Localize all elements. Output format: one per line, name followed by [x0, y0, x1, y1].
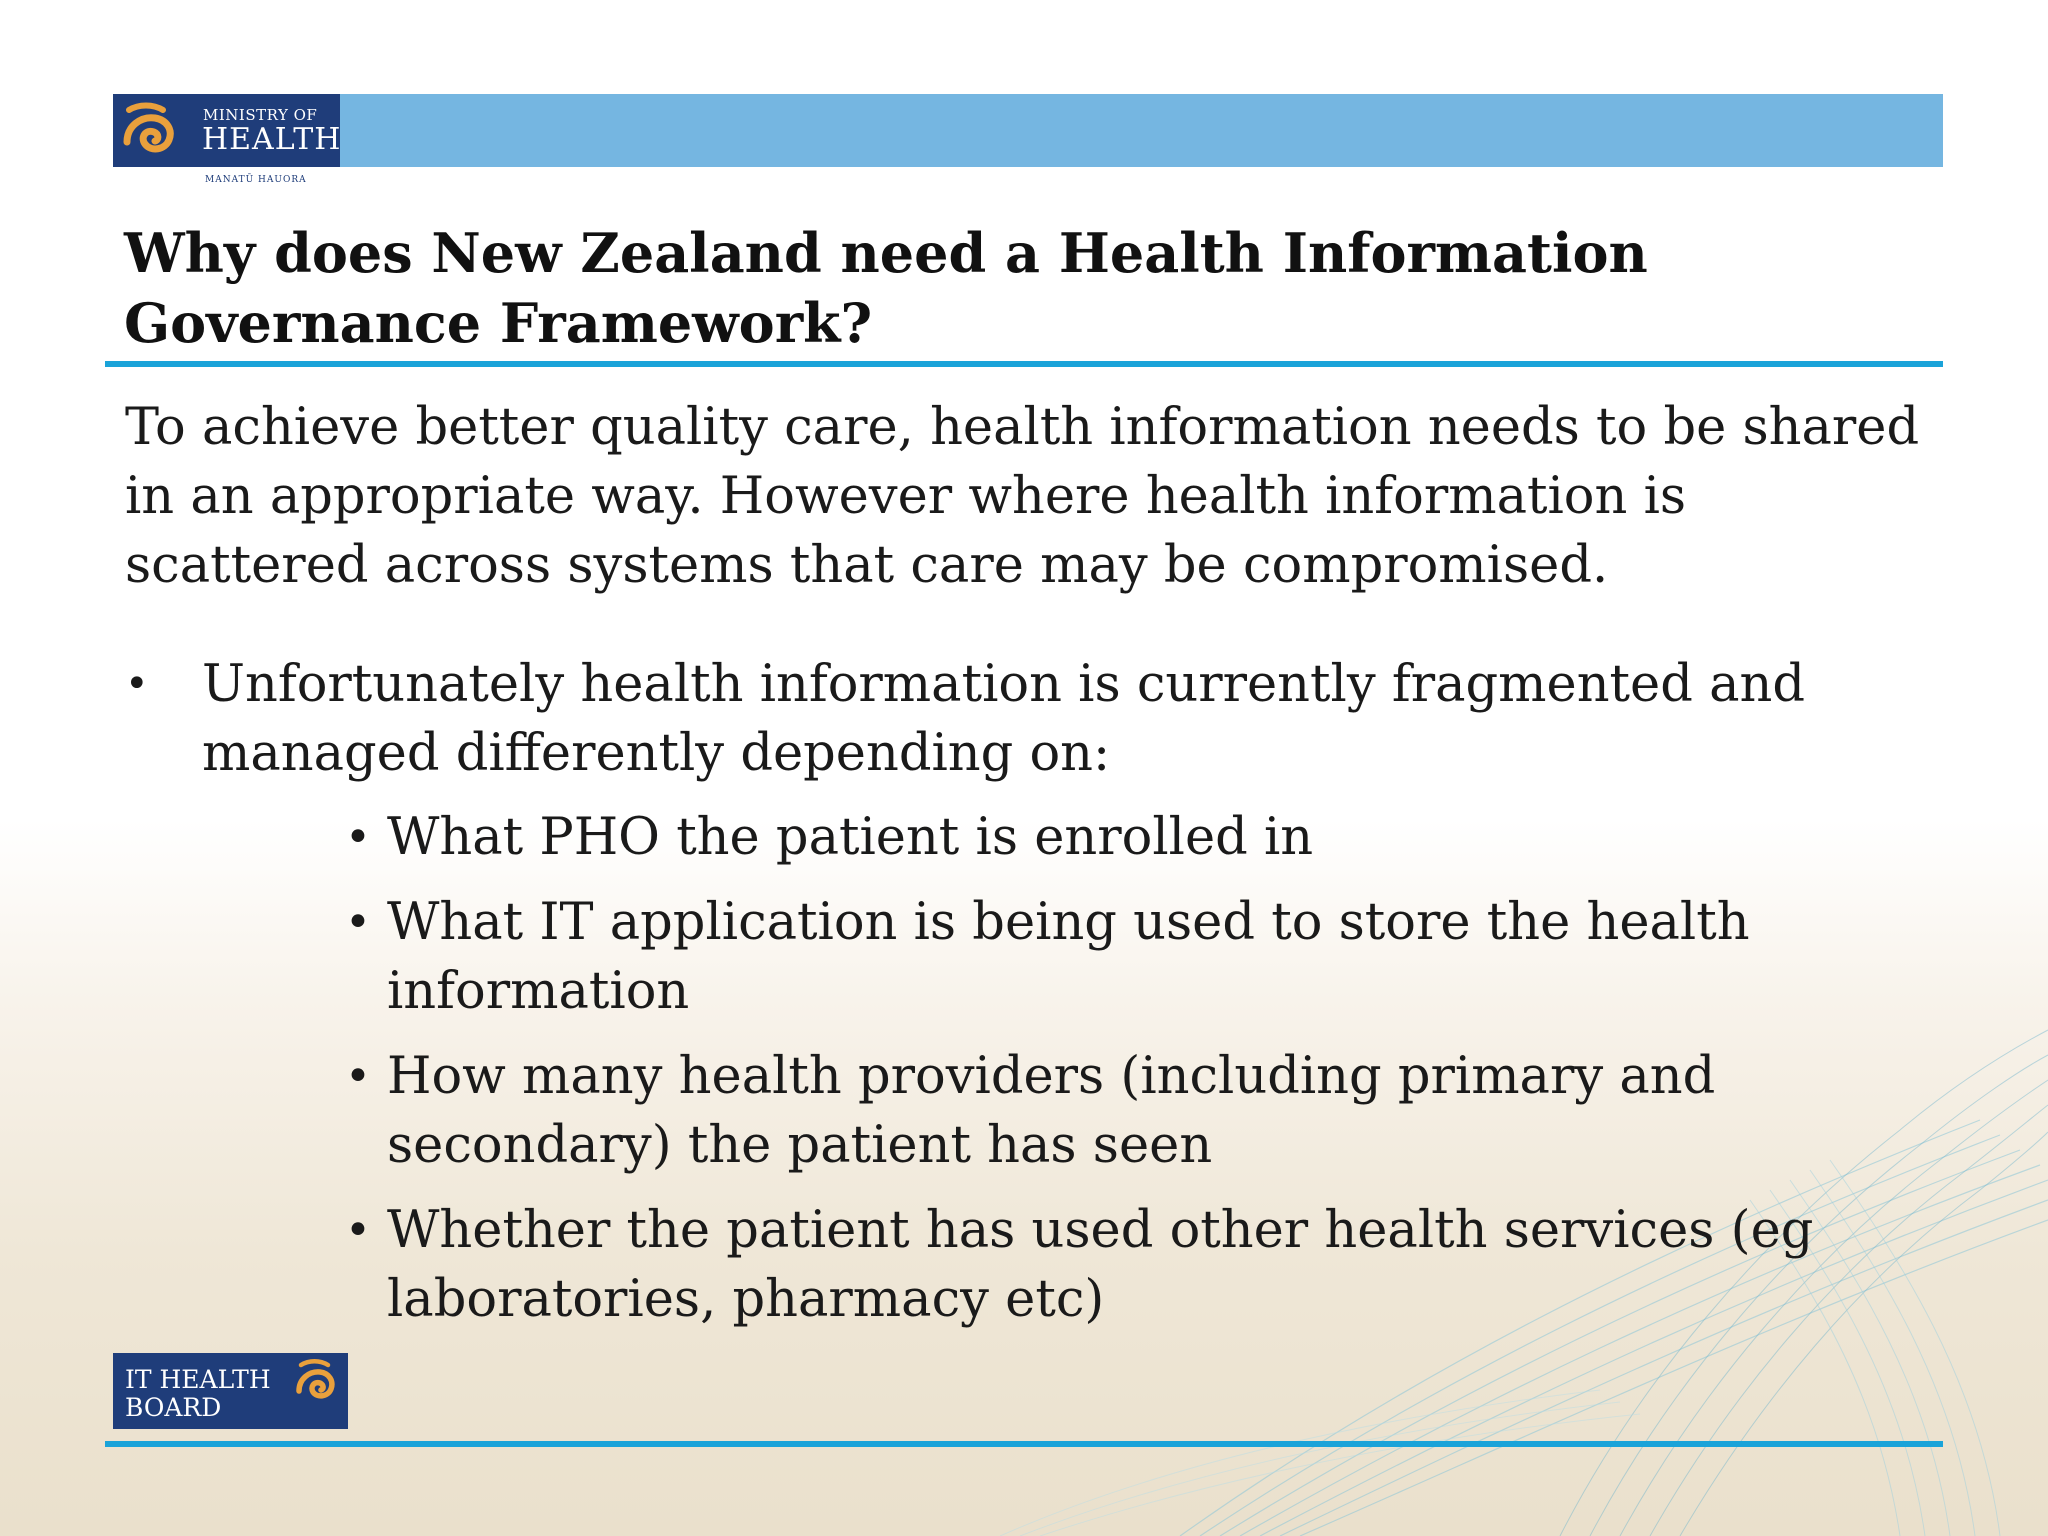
- sub-bullet-text: What IT application is being used to store the health information: [387, 893, 1750, 1021]
- footer-divider: [105, 1441, 1943, 1447]
- intro-paragraph: To achieve better quality care, health information needs to be shared in an appropriate way. However where health information is scattered across systems that care may be compromised.: [125, 398, 1920, 595]
- title-divider: [105, 361, 1943, 367]
- koru-icon: [119, 98, 183, 162]
- header-bar: [113, 94, 1943, 167]
- logo-text-ministry: MINISTRY OF: [203, 106, 318, 124]
- sub-bullet-marker: •: [345, 1051, 371, 1102]
- main-bullet-text: Unfortunately health information is currently fragmented and managed differently depending on:: [202, 655, 1805, 783]
- sub-bullet-text: Whether the patient has used other health services (eg laboratories, pharmacy etc): [387, 1201, 1814, 1329]
- koru-icon: [293, 1357, 343, 1403]
- ministry-of-health-logo: [113, 94, 340, 167]
- sub-bullet-marker: •: [345, 1205, 371, 1256]
- it-health-board-logo: [113, 1353, 348, 1429]
- sub-bullet-marker: •: [345, 812, 371, 863]
- slide-title: Why does New Zealand need a Health Information Governance Framework?: [124, 221, 1648, 355]
- logo-text-it-health: IT HEALTH: [125, 1365, 271, 1394]
- sub-bullet-marker: •: [345, 897, 371, 948]
- logo-text-health: HEALTH: [202, 122, 342, 157]
- sub-bullet-item: [345, 1042, 1845, 1180]
- sub-bullet-item: [345, 888, 1845, 1026]
- bullet-marker: •: [125, 661, 149, 707]
- logo-subtitle: MANATŪ HAUORA: [205, 175, 307, 185]
- sub-bullet-list: [345, 803, 1845, 1350]
- sub-bullet-item: [345, 1196, 1845, 1334]
- sub-bullet-text: What PHO the patient is enrolled in: [387, 808, 1314, 867]
- sub-bullet-text: How many health providers (including primary and secondary) the patient has seen: [387, 1047, 1716, 1175]
- logo-text-board: BOARD: [125, 1393, 222, 1422]
- sub-bullet-item: [345, 803, 1845, 872]
